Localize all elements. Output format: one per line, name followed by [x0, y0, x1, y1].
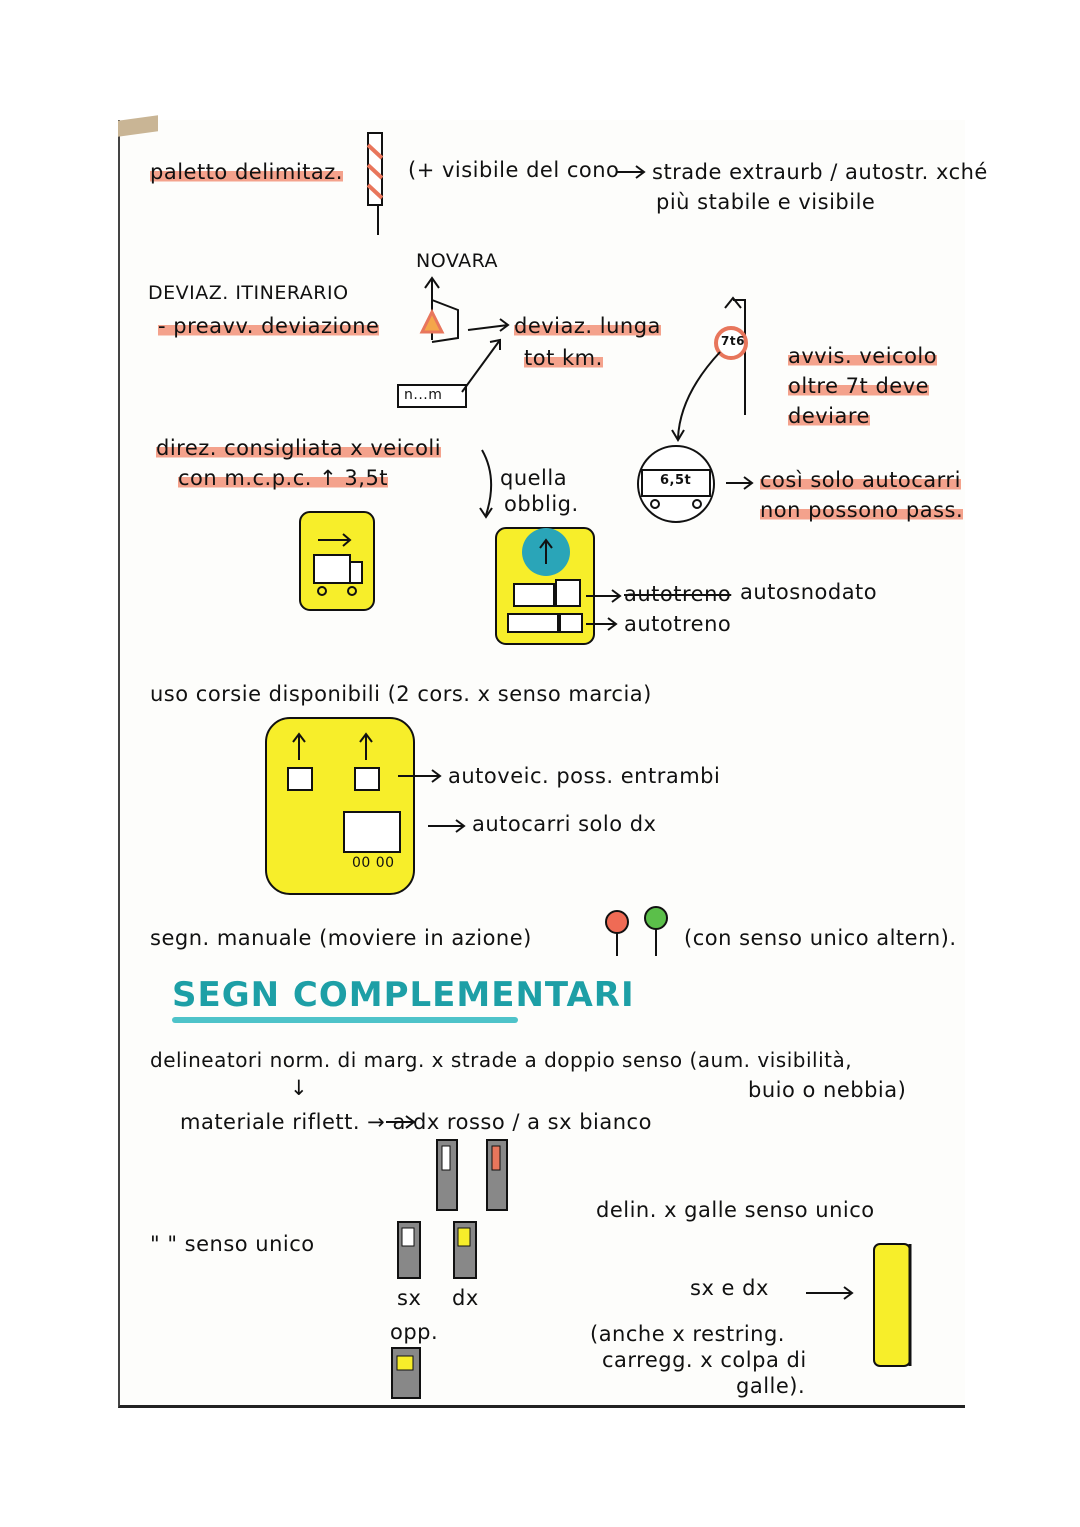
avvis-line2: oltre 7t deve — [788, 374, 930, 398]
direz-line1: direz. consigliata x veicoli — [156, 436, 442, 460]
deviaz-sub: - preavv. deviazione — [158, 314, 380, 338]
anche-line3: galle). — [736, 1374, 806, 1398]
galle-label: delin. x galle senso unico — [596, 1198, 875, 1222]
weight-sign-7t — [672, 298, 746, 440]
direction-sign-yellow — [300, 512, 374, 610]
avvis-line3: deviare — [788, 404, 870, 428]
cosi-line1: così solo autocarri — [760, 468, 961, 492]
autotreno-label: autotreno — [624, 612, 732, 636]
autosnodato-label: autosnodato — [740, 580, 878, 604]
delineator-tunnel — [874, 1244, 910, 1366]
delineators-one-way — [392, 1222, 476, 1398]
delineators-double — [437, 1140, 507, 1210]
paletto-arrow-text: strade extraurb / autostr. xché — [652, 160, 988, 184]
paletto-label: paletto delimitaz. — [150, 160, 343, 184]
sx-label: sx — [397, 1286, 422, 1310]
deviaz-note1: deviaz. lunga — [514, 314, 661, 338]
corsie-note1: autoveic. poss. entrambi — [448, 764, 721, 788]
sxedx-label: sx e dx — [690, 1276, 769, 1300]
dx-label: dx — [452, 1286, 479, 1310]
section-title: SEGN COMPLEMENTARI — [172, 975, 635, 1015]
cosi-line2: non possono pass. — [760, 498, 964, 522]
delin-line1: delineatori norm. di marg. x strade a doppio senso (aum. visibilità, — [150, 1048, 853, 1072]
corsie-note2: autocarri solo dx — [472, 812, 657, 836]
anche-line2: carregg. x colpa di — [602, 1348, 807, 1372]
corsie-wheels: 00 00 — [352, 855, 395, 871]
deviaz-note2: tot km. — [524, 346, 603, 370]
sign-65t-value: 6,5t — [660, 473, 692, 488]
segn-note: (con senso unico altern). — [684, 926, 957, 950]
deviaz-heading: DEVIAZ. ITINERARIO — [148, 282, 349, 304]
km-label: n...m — [404, 387, 443, 403]
paletto-drawing — [368, 133, 382, 235]
autotreno-struck: autotreno — [624, 582, 732, 606]
anche-line1: (anche x restring. — [590, 1322, 785, 1346]
corsie-label: uso corsie disponibili (2 cors. x senso marcia) — [150, 682, 652, 706]
section-title-underline — [172, 1017, 518, 1023]
senso-unico-label: " " senso unico — [150, 1232, 315, 1256]
paletto-arrow-text2: più stabile e visibile — [656, 190, 876, 214]
segn-label: segn. manuale (moviere in azione) — [150, 926, 532, 950]
opp-label: opp. — [390, 1320, 439, 1344]
delin-line2: buio o nebbia) — [748, 1078, 907, 1102]
quella-line2: obblig. — [504, 492, 579, 516]
direz-line2: con m.c.p.c. ↑ 3,5t — [178, 466, 389, 490]
delin-arrow-down: ↓ — [290, 1076, 309, 1100]
moviere-paddles — [606, 907, 667, 956]
avvis-line1: avvis. veicolo — [788, 344, 938, 368]
delin-line3: materiale riflett. → a dx rosso / a sx bianco — [180, 1110, 652, 1134]
mandatory-sign-yellow — [496, 528, 594, 644]
quella-line1: quella — [500, 466, 568, 490]
city-label: NOVARA — [416, 250, 499, 272]
paletto-comment: (+ visibile del cono — [408, 158, 620, 182]
sign-7t-value: 7t6 — [721, 334, 745, 348]
